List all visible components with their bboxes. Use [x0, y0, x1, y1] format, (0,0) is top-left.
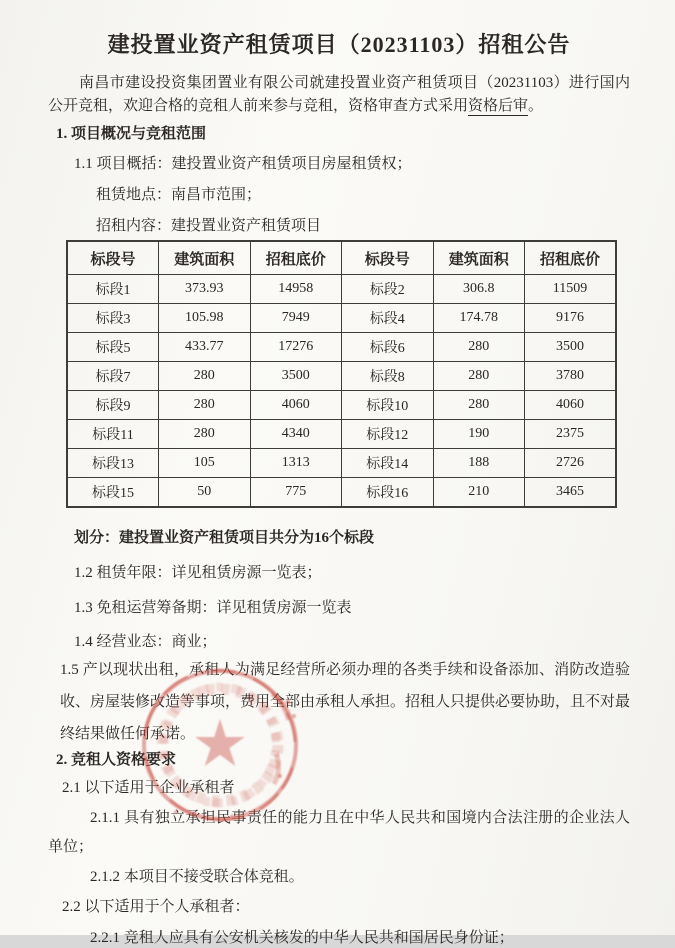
division-note: 划分：建投置业资产租赁项目共分为16个标段 — [74, 530, 375, 546]
cell-price: 4340 — [250, 420, 342, 449]
cell-section: 标段13 — [67, 449, 159, 478]
table-row — [67, 449, 616, 478]
col-header-section-no-right: 标段号 — [342, 241, 434, 275]
item-1-2-lease-term: 1.2 租赁年限：详见租赁房源一览表； — [74, 565, 322, 581]
cell-price: 3780 — [525, 362, 617, 391]
cell-section: 标段12 — [342, 420, 434, 449]
cell-price: 3500 — [525, 333, 617, 362]
cell-area: 174.78 — [433, 304, 525, 333]
table-row — [67, 275, 616, 304]
table-row — [67, 420, 616, 449]
cell-area: 105 — [159, 449, 251, 478]
cell-section: 标段5 — [67, 333, 159, 362]
cell-section: 标段9 — [67, 391, 159, 420]
item-2-2-1-id-card: 2.2.1 竞租人应具有公安机关核发的中华人民共和国居民身份证； — [90, 930, 514, 946]
cell-price: 3465 — [525, 478, 617, 508]
section-2-heading: 2. 竞租人资格要求 — [56, 752, 177, 768]
cell-section: 标段14 — [342, 449, 434, 478]
cell-section: 标段1 — [67, 275, 159, 304]
cell-area: 373.93 — [159, 275, 251, 304]
cell-area: 210 — [433, 478, 525, 508]
col-header-area-right: 建筑面积 — [433, 241, 525, 275]
cell-area: 280 — [159, 362, 251, 391]
cell-section: 标段10 — [342, 391, 434, 420]
intro-text: 南昌市建设投资集团置业有限公司就建投置业资产租赁项目（20231103）进行国内公开竞租，欢迎合格的竞租人前来参与竞租，资格审查方式采用 — [48, 75, 630, 114]
cell-section: 标段7 — [67, 362, 159, 391]
cell-section: 标段2 — [342, 275, 434, 304]
col-header-section-no-left: 标段号 — [67, 241, 159, 275]
item-1-1-project-summary: 1.1 项目概括：建投置业资产租赁项目房屋租赁权； — [74, 156, 412, 172]
cell-price: 14958 — [250, 275, 342, 304]
intro-underlined-text: 资格后审 — [468, 98, 529, 114]
table-header-row — [67, 241, 616, 275]
table-row — [67, 333, 616, 362]
cell-price: 7949 — [250, 304, 342, 333]
cell-area: 306.8 — [433, 275, 525, 304]
cell-area: 280 — [433, 391, 525, 420]
cell-price: 4060 — [250, 391, 342, 420]
item-1-3-rent-free-period: 1.3 免租运营筹备期：详见租赁房源一览表 — [74, 600, 352, 616]
cell-price: 3500 — [250, 362, 342, 391]
item-1-4-business-type: 1.4 经营业态：商业； — [74, 634, 217, 650]
cell-area: 105.98 — [159, 304, 251, 333]
cell-area: 280 — [159, 420, 251, 449]
cell-price: 4060 — [525, 391, 617, 420]
cell-area: 188 — [433, 449, 525, 478]
cell-price: 2726 — [525, 449, 617, 478]
cell-price: 1313 — [250, 449, 342, 478]
cell-area: 50 — [159, 478, 251, 508]
cell-section: 标段11 — [67, 420, 159, 449]
col-header-base-price-right: 招租底价 — [525, 241, 617, 275]
item-2-1-1-legal-entity: 2.1.1 具有独立承担民事责任的能力且在中华人民共和国境内合法注册的企业法人单位； — [48, 810, 630, 855]
bid-sections-table — [66, 240, 617, 508]
cell-area: 190 — [433, 420, 525, 449]
cell-section: 标段16 — [342, 478, 434, 508]
cell-section: 标段4 — [342, 304, 434, 333]
cell-price: 9176 — [525, 304, 617, 333]
cell-price: 775 — [250, 478, 342, 508]
cell-section: 标段8 — [342, 362, 434, 391]
intro-period: 。 — [528, 98, 544, 114]
table-row — [67, 304, 616, 333]
cell-section: 标段6 — [342, 333, 434, 362]
cell-area: 280 — [433, 362, 525, 391]
item-2-1-enterprise-tenants: 2.1 以下适用于企业承租者 — [62, 780, 235, 796]
table-row — [67, 391, 616, 420]
intro-paragraph — [48, 72, 630, 118]
item-1-5-as-is-clause: 1.5 产以现状出租，承租人为满足经营所必须办理的各类手续和设备添加、消防改造验收、房屋装修改造等事项，费用全部由承租人承担。招租人只提供必要协助，且不对最终结果做任何承诺。 — [60, 662, 631, 742]
cell-price: 17276 — [250, 333, 342, 362]
rental-location-line: 租赁地点：南昌市范围； — [96, 187, 262, 203]
col-header-base-price-left: 招租底价 — [250, 241, 342, 275]
cell-area: 433.77 — [159, 333, 251, 362]
table-row — [67, 478, 616, 508]
cell-price: 11509 — [525, 275, 617, 304]
cell-section: 标段3 — [67, 304, 159, 333]
cell-area: 280 — [433, 333, 525, 362]
rental-content-line: 招租内容：建投置业资产租赁项目 — [96, 218, 322, 234]
table-row — [67, 362, 616, 391]
cell-price: 2375 — [525, 420, 617, 449]
section-1-heading: 1. 项目概况与竞租范围 — [56, 126, 207, 142]
col-header-area-left: 建筑面积 — [159, 241, 251, 275]
page-title: 建投置业资产租赁项目（20231103）招租公告 — [107, 32, 571, 57]
cell-area: 280 — [159, 391, 251, 420]
item-2-2-individual-tenants: 2.2 以下适用于个人承租者： — [62, 899, 250, 915]
cell-section: 标段15 — [67, 478, 159, 508]
item-2-1-2-no-consortium: 2.1.2 本项目不接受联合体竞租。 — [90, 869, 304, 885]
